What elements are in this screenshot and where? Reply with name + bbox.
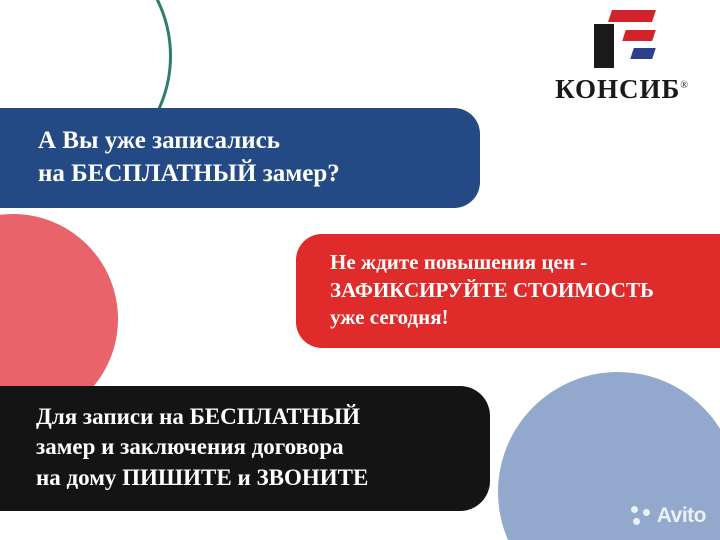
avito-dots-icon (631, 506, 651, 526)
avito-watermark (631, 504, 706, 528)
headline-red-line-2: ЗАФИКСИРУЙТЕ СТОИМОСТЬ (330, 277, 654, 302)
headline-black-line-1: Для записи на БЕСПЛАТНЫЙ (36, 404, 361, 429)
headline-red-line-3: уже сегодня! (330, 305, 449, 330)
headline-banner-black (0, 386, 490, 511)
logo-mark-icon (590, 10, 654, 68)
logo-wordmark (555, 74, 689, 105)
registered-mark: ® (680, 80, 689, 91)
avito-watermark-label: Avito (656, 504, 706, 527)
logo-black-bar (594, 24, 614, 68)
logo-wordmark-text: КОНСИБ (555, 74, 681, 104)
brand-logo (542, 10, 702, 105)
headline-blue-line-1: А Вы уже записались (38, 127, 280, 154)
logo-red-bar-top (608, 10, 656, 22)
headline-banner-blue (0, 108, 480, 208)
headline-black-line-2: замер и заключения договора (36, 434, 344, 460)
headline-banner-red (296, 234, 720, 348)
headline-red-line-1: Не ждите повышения цен - (330, 250, 588, 274)
headline-blue-line-2: на БЕСПЛАТНЫЙ замер? (38, 160, 340, 187)
logo-blue-bar (630, 48, 656, 59)
headline-black-line-3: на дому ПИШИТЕ и ЗВОНИТЕ (36, 464, 369, 490)
logo-red-bar-mid (622, 30, 656, 41)
